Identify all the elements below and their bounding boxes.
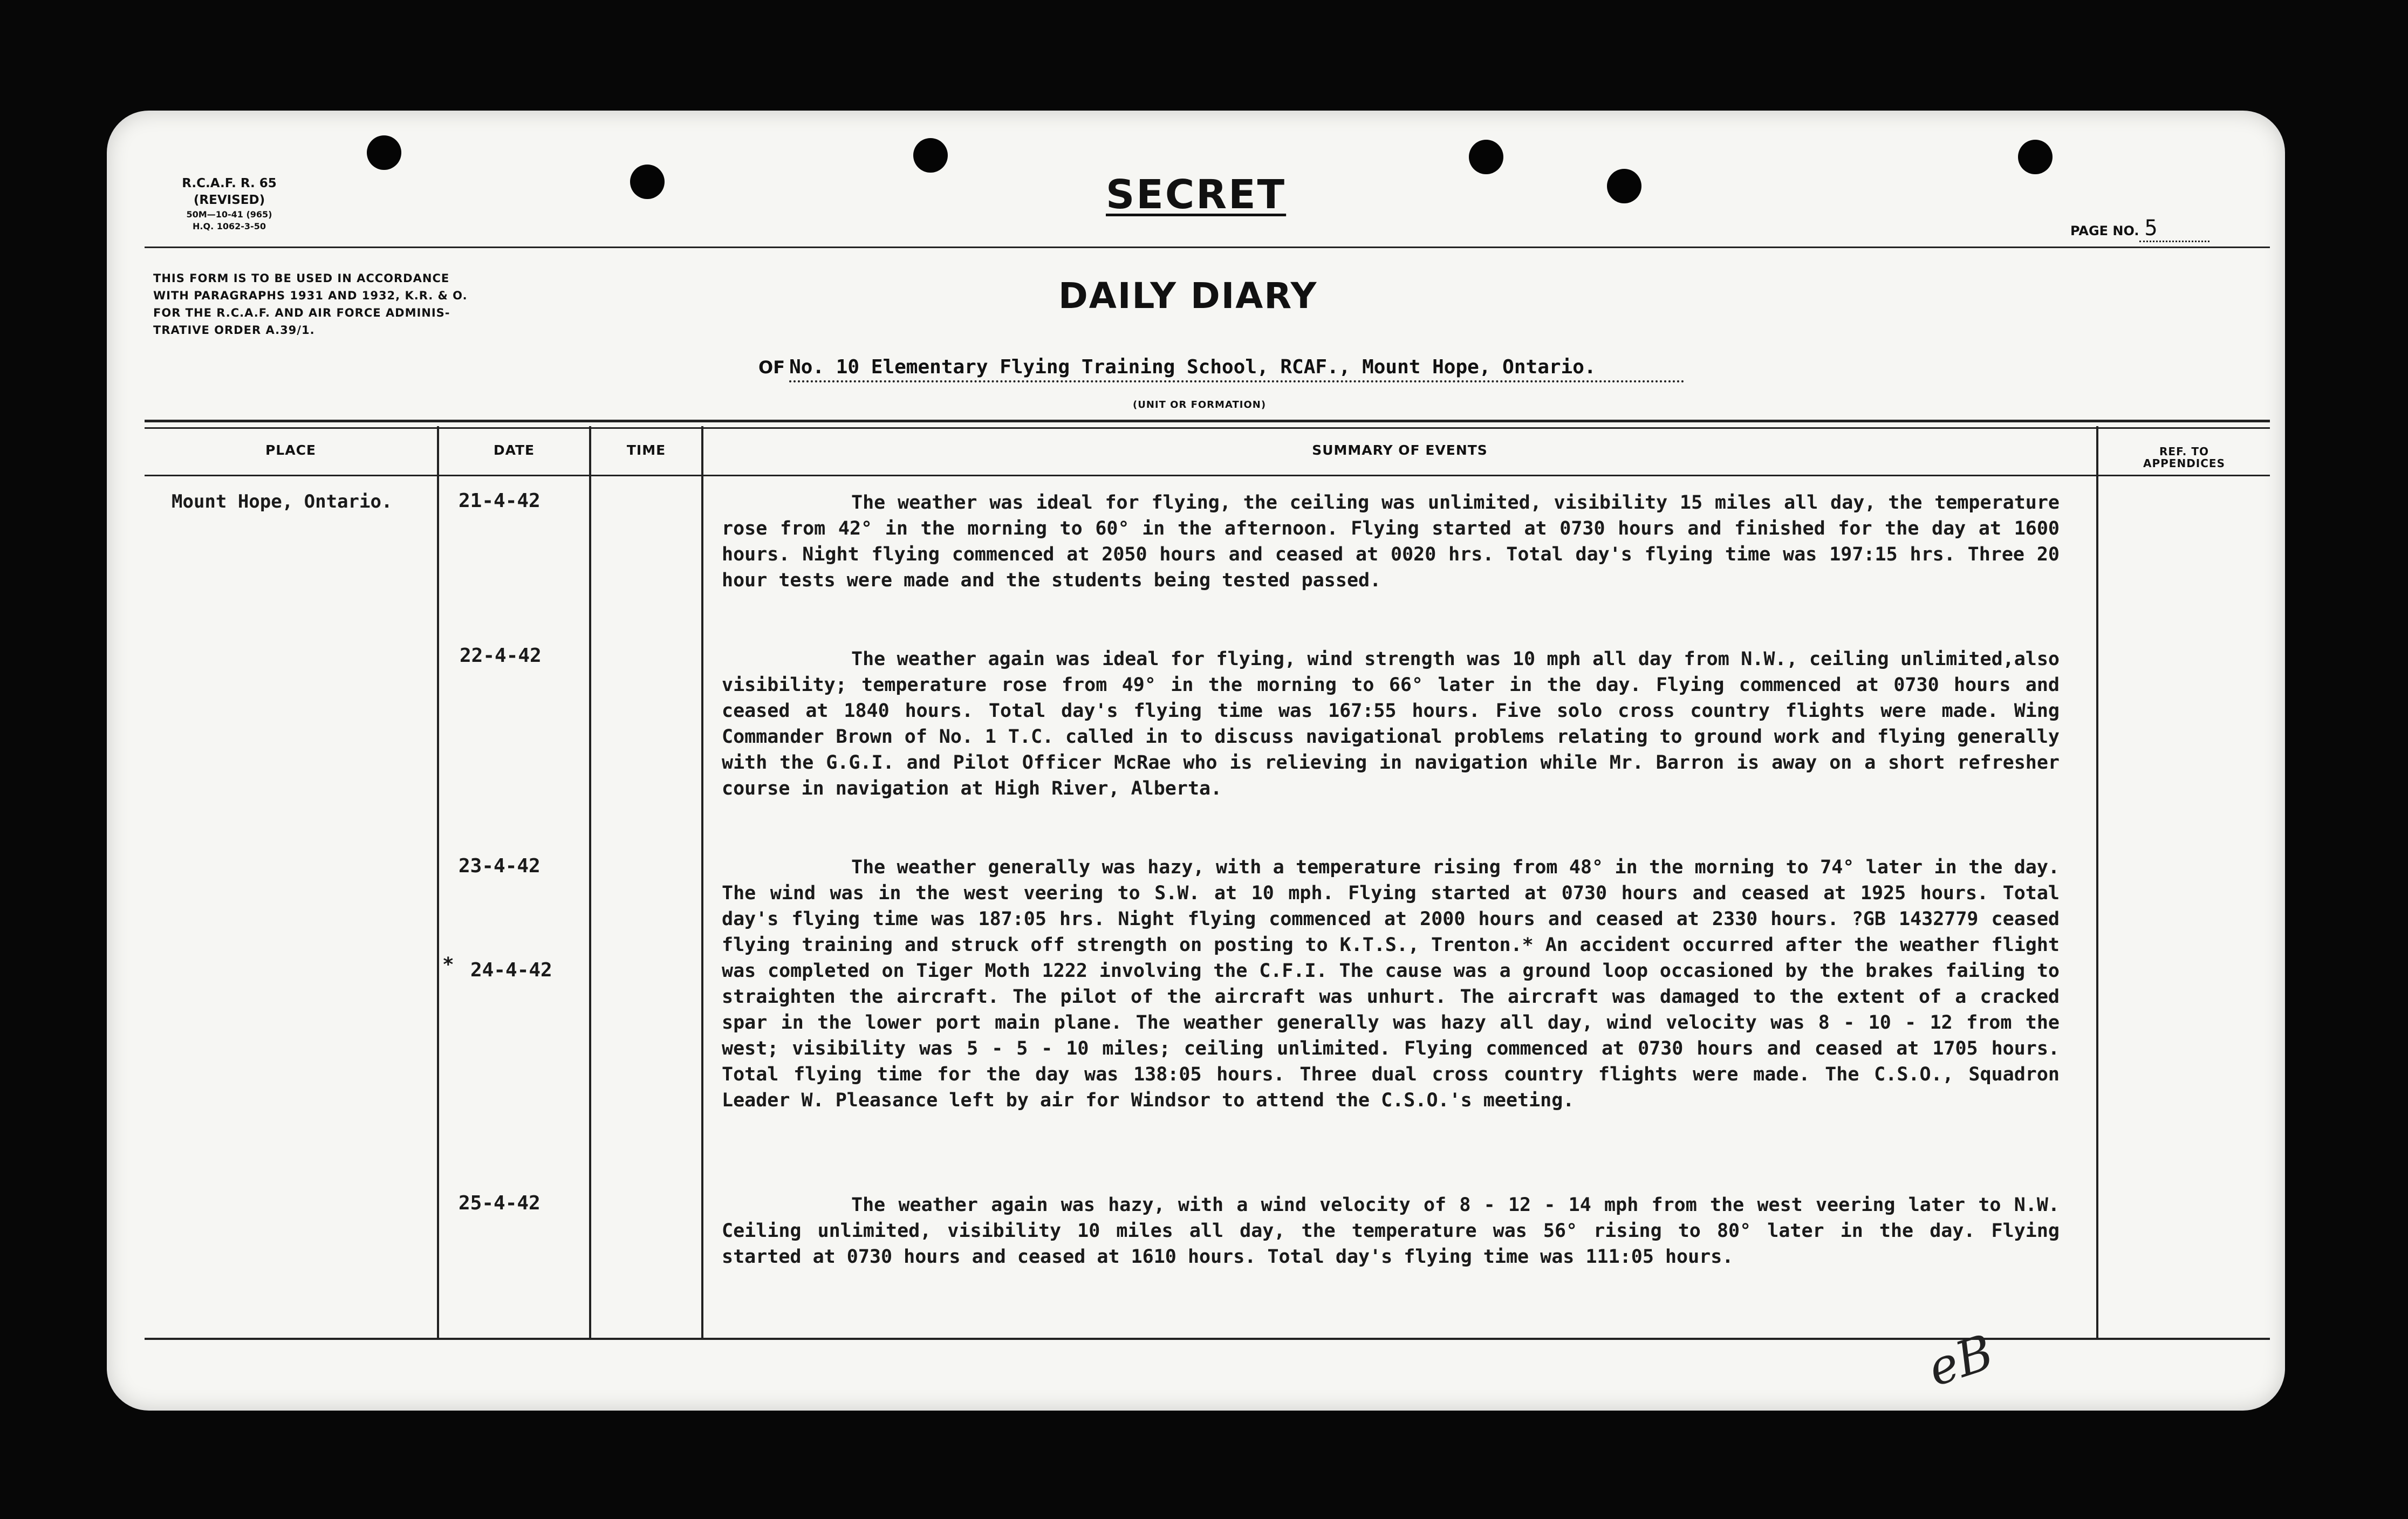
column-divider [2096,426,2098,1339]
diary-entry: The weather again was ideal for flying, wind strength was 10 mph all day from N.W., ceiling unlimited,also visibility; temperature rose from 49° in the morning to 66° later in the day. Flying commenced at 0730 hours and ceased at 1840 hours. Total day's flying time was 167:55 hours. Five solo cross country flights were made. Wing Commander Brown of No. 1 T.C. called in to discuss navigational problems relating to ground work and flying generally with the G.G.I. and Pilot Officer McRae who is relieving in navigation while Mr. Barron is away on a short refresher course in navigation at High River, Alberta. [722,648,2060,799]
table-header-divider [145,475,2270,476]
column-header-date: DATE [493,442,535,458]
asterisk-mark: * [442,954,454,976]
punch-hole [1469,140,1503,174]
date-cell: 22-4-42 [460,645,542,667]
form-code [151,175,307,232]
place-cell: Mount Hope, Ontario. [172,491,393,512]
column-header-ref [2098,446,2270,469]
punch-hole [630,165,665,199]
page-title: DAILY DIARY [1058,275,1318,317]
column-header-time: TIME [626,442,666,458]
form-code-line: R.C.A.F. R. 65 (REVISED) [182,176,277,207]
page-number-label: PAGE NO. [2070,223,2139,238]
column-header-summary: SUMMARY OF EVENTS [1312,442,1488,458]
notice-line: WITH PARAGRAPHS 1931 AND 1932, K.R. & O. [153,289,468,302]
unit-field [758,356,1685,382]
diary-entry: The weather generally was hazy, with a temperature rising from 48° in the morning to 74° later in the day. The wind was in the west veering to S.W. at 10 mph. Flying started at 0730 hours and ceased at 1925 hours. Total day's flying time was 187:05 hrs. Night flying commenced at 2000 hours and ceased at 2330 hours. ?GB 1432779 ceased flying training and struck off strength on posting to K.T.S., Trenton.* An accident occurred after the weather flight was completed on Tiger Moth 1222 involving the C.F.I. The cause was a ground loop occasioned by the brakes failing to straighten the aircraft. The pilot of the aircraft was unhurt. The aircraft was damaged to the extent of a cracked spar in the lower port main plane. The weather generally was hazy all day, wind velocity was 8 - 10 - 12 from the west; visibility was 5 - 5 - 10 miles; ceiling unlimited. Flying commenced at 0730 hours and ceased at 1705 hours. Total flying time for the day was 138:05 hours. Three dual cross country flights were made. The C.S.O., Squadron Leader W. Pleasance left by air for Windsor to attend the C.S.O.'s meeting. [722,857,2060,1111]
date-cell: 23-4-42 [459,855,541,877]
table-top-border [145,420,2270,422]
notice-line: THIS FORM IS TO BE USED IN ACCORDANCE [153,272,450,285]
punch-hole [913,138,948,173]
column-divider [589,426,591,1339]
page-number [2070,216,2209,242]
punch-hole [1607,169,1641,203]
punch-hole [367,135,401,170]
security-classification: SECRET [1106,172,1287,218]
date-cell: 25-4-42 [459,1192,541,1214]
form-code-line: H.Q. 1062-3-50 [193,221,266,231]
page-number-value: 5 [2139,216,2209,242]
notice-line: TRATIVE ORDER A.39/1. [153,324,315,337]
table-top-border [145,427,2270,429]
column-divider [701,426,703,1339]
form-notice [153,270,563,339]
unit-caption: (UNIT OR FORMATION) [1133,399,1267,410]
column-divider [437,426,439,1339]
header-divider [145,247,2270,248]
date-cell: 24-4-42 [470,959,552,981]
diary-entry: The weather was ideal for flying, the ceiling was unlimited, visibility 15 miles all day, the temperature rose from 42° in the morning to 60° in the afternoon. Flying started at 0730 hours and finished for the day at 1600 hours. Night flying commenced at 2050 hours and ceased at 0020 hrs. Total day's flying time was 197:15 hrs. Three 20 hour tests were made and the students being tested passed. [722,492,2060,591]
form-code-line: 50M—10-41 (965) [186,209,272,220]
diary-entry: The weather again was hazy, with a wind velocity of 8 - 12 - 14 mph from the west veering later to N.W. Ceiling unlimited, visibility 10 miles all day, the temperature was 56° rising to 80° later in the day. Flying started at 0730 hours and ceased at 1610 hours. Total day's flying time was 111:05 hours. [722,1194,2060,1268]
punch-hole [2018,140,2053,174]
column-header-place: PLACE [265,442,317,458]
date-cell: 21-4-42 [459,490,541,512]
unit-value: No. 10 Elementary Flying Training School, RCAF., Mount Hope, Ontario. [789,356,1685,382]
ref-header-line: REF. TO [2159,445,2209,458]
notice-line: FOR THE R.C.A.F. AND AIR FORCE ADMINIS- [153,306,450,319]
handwritten-initials: eB [1921,1324,2000,1398]
unit-of-label: OF [758,357,785,378]
ref-header-line: APPENDICES [2143,457,2225,470]
